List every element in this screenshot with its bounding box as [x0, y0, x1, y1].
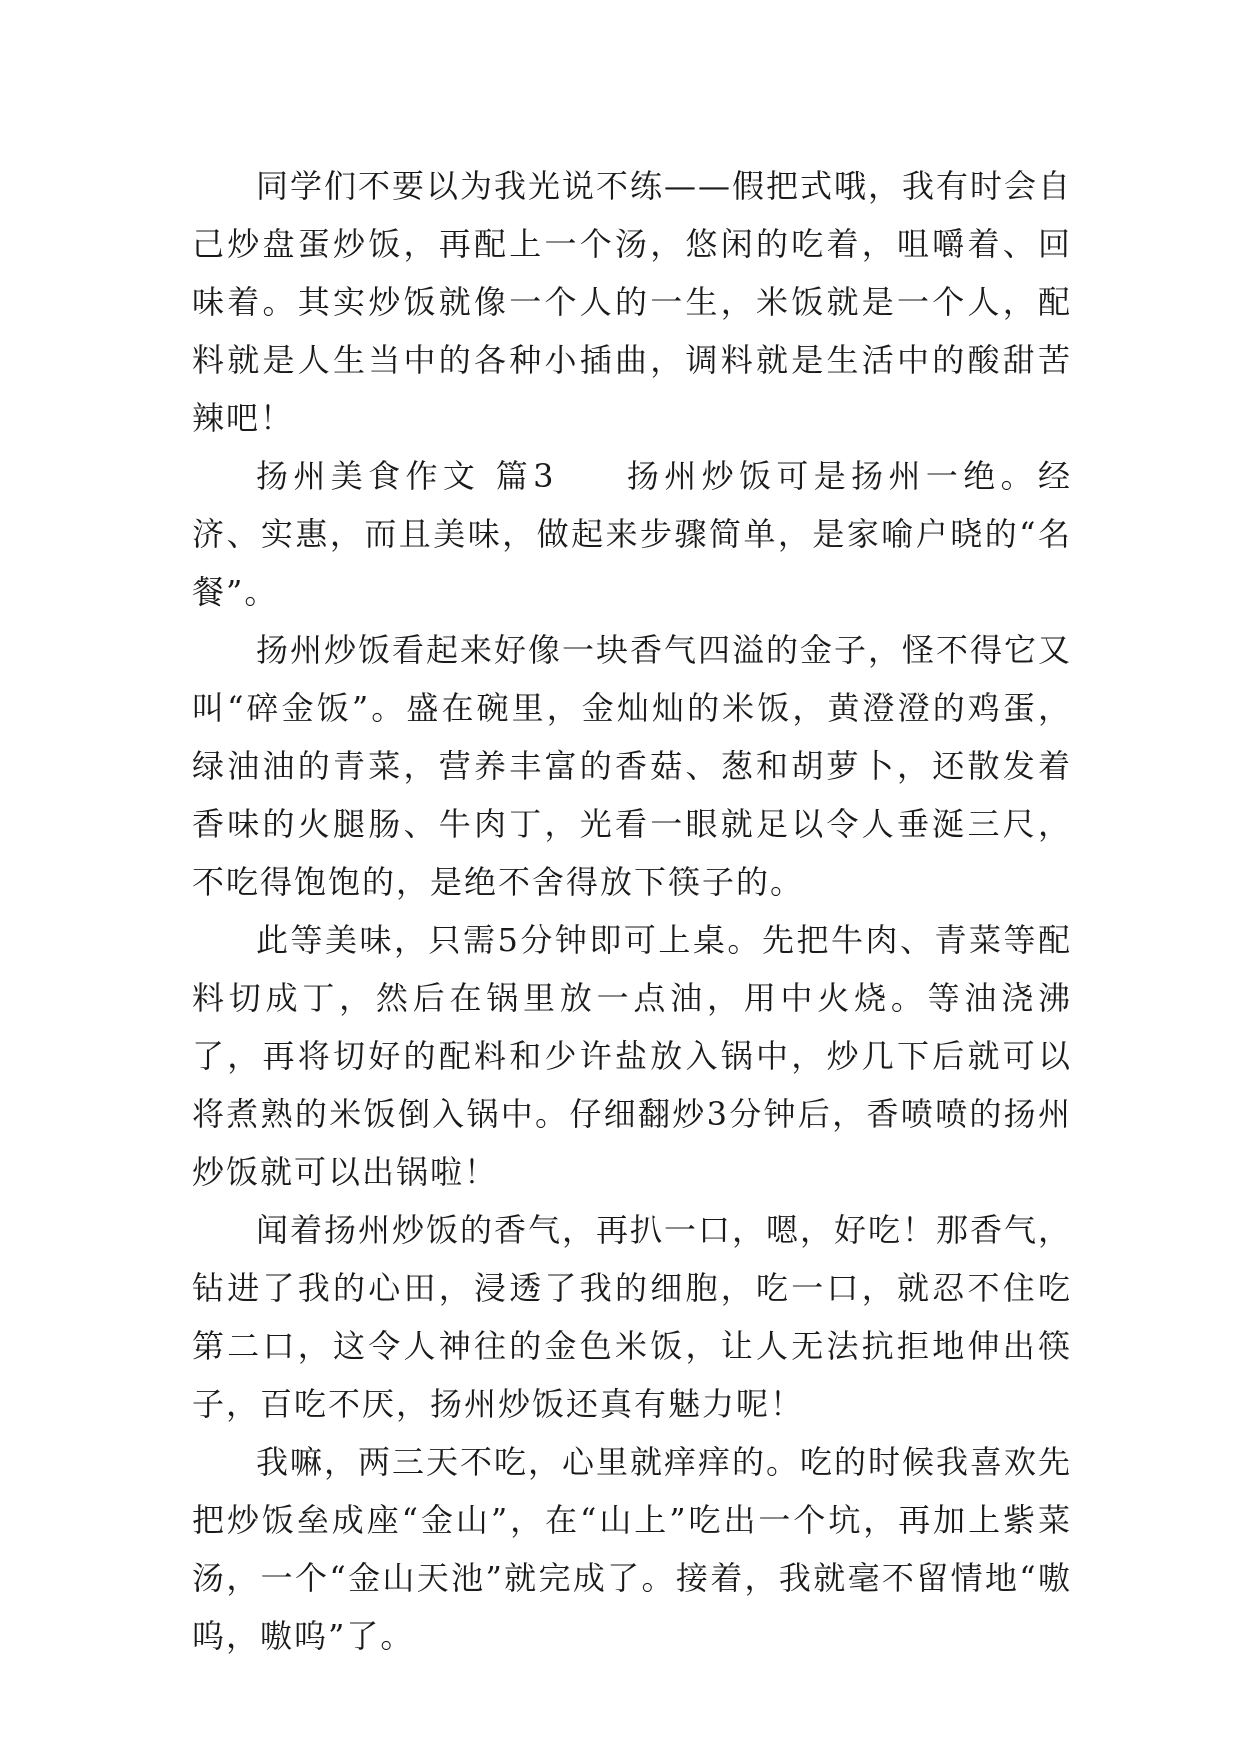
paragraph-4: 此等美味，只需5分钟即可上桌。先把牛肉、青菜等配料切成丁，然后在锅里放一点油，用中火烧。等油浇沸了，再将切好的配料和少许盐放入锅中，炒几下后就可以将煮熟的米饭倒入锅中。仔细翻炒3分钟后，香喷喷的扬州炒饭就可以出锅啦！	[192, 921, 1072, 1191]
section-heading: 扬州美食作文 篇3	[256, 457, 556, 495]
paragraph-1: 同学们不要以为我光说不练——假把式哦，我有时会自己炒盘蛋炒饭，再配上一个汤，悠闲的吃着，咀嚼着、回味着。其实炒饭就像一个人的一生，米饭就是一个人，配料就是人生当中的各种小插曲，调料就是生活中的酸甜苦辣吧！	[192, 167, 1073, 437]
paragraph-2: 扬州炒饭可是扬州一绝。经济、实惠，而且美味，做起来步骤简单，是家喻户晓的“名餐”。	[192, 457, 1072, 611]
document-body	[192, 157, 1072, 1665]
paragraph-5: 闻着扬州炒饭的香气，再扒一口，嗯，好吃！那香气，钻进了我的心田，浸透了我的细胞，吃一口，就忍不住吃第二口，这令人神往的金色米饭，让人无法抗拒地伸出筷子，百吃不厌，扬州炒饭还真有魅力呢！	[192, 1211, 1073, 1423]
paragraph-6: 我嘛，两三天不吃，心里就痒痒的。吃的时候我喜欢先把炒饭垒成座“金山”，在“山上”吃出一个坑，再加上紫菜汤，一个“金山天池”就完成了。接着，我就毫不留情地“嗷呜，嗷呜”了。	[192, 1443, 1073, 1655]
paragraph-3: 扬州炒饭看起来好像一块香气四溢的金子，怪不得它又叫“碎金饭”。盛在碗里，金灿灿的米饭，黄澄澄的鸡蛋，绿油油的青菜，营养丰富的香菇、葱和胡萝卜，还散发着香味的火腿肠、牛肉丁，光看一眼就足以令人垂涎三尺，不吃得饱饱的，是绝不舍得放下筷子的。	[192, 631, 1073, 901]
section-heading-line	[192, 447, 1072, 621]
